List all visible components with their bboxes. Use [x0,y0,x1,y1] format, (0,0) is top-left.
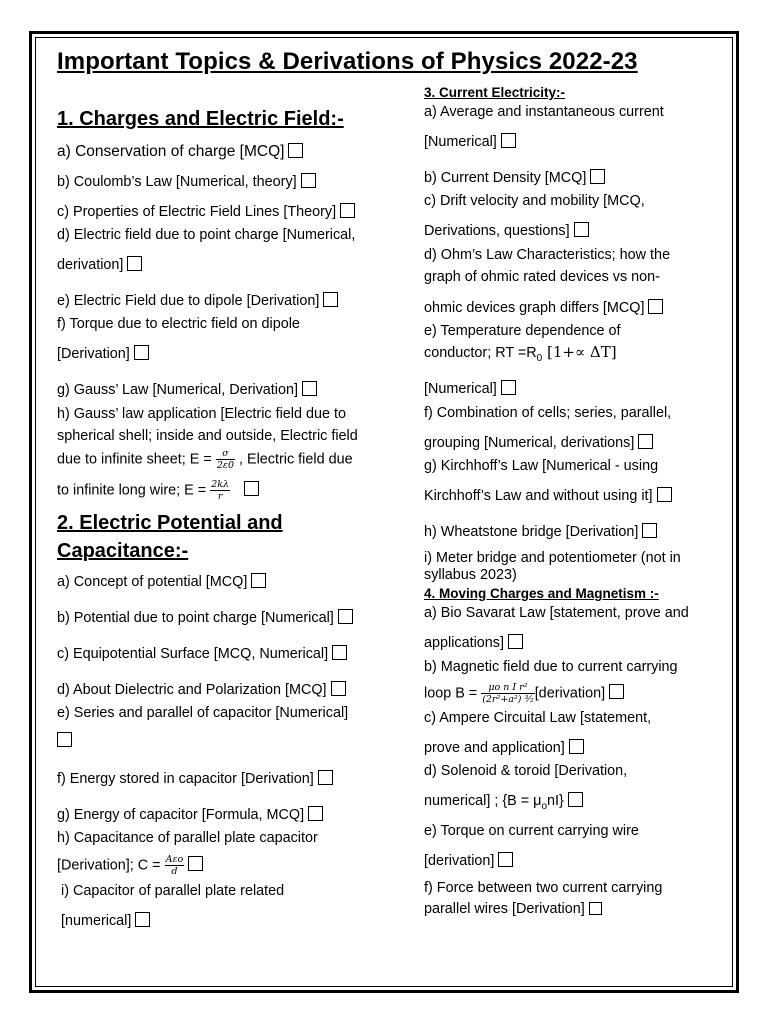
section-3-heading: 3. Current Electricity:- [424,85,566,100]
topic-3c [424,191,724,241]
checkbox[interactable] [135,912,150,927]
checkbox[interactable] [569,739,584,754]
topic-3d-line1: d) Ohm’s Law Characteristics; how the [424,247,671,263]
topic-3h [424,522,724,542]
topic-2a [57,572,397,592]
topic-2i-line1: i) Capacitor of parallel plate related [57,883,285,899]
topic-2i-line2: [numerical] [57,913,132,929]
section-4-heading: 4. Moving Charges and Magnetism :- [424,585,659,601]
fraction-denominator: 2ε0 [216,460,234,471]
topic-4b-line2b: [derivation] [534,685,606,702]
topic-1f-line2: [Derivation] [57,346,130,362]
capacitance-fraction [165,854,185,877]
checkbox[interactable] [301,173,316,188]
section-2-heading-line1: 2. Electric Potential and [57,512,283,534]
topic-3b [424,168,724,188]
topic-1b [57,172,397,192]
topic-2g [57,805,397,825]
checkbox[interactable] [318,770,333,785]
checkbox[interactable] [288,143,303,158]
checkbox[interactable] [498,852,513,867]
topic-1e [57,291,397,311]
topic-4e-line1: e) Torque on current carrying wire [424,822,639,839]
topic-3a-line1: a) Average and instantaneous current [424,104,664,120]
topic-1h [57,404,397,502]
topic-1d [57,225,397,275]
checkbox[interactable] [308,806,323,821]
fraction-denominator: (2r²+a²) ³⁄₂ [482,693,534,705]
topic-4d-line2: numerical] ; {B = μ [424,792,542,809]
topic-4a [424,603,724,653]
topic-4b [424,657,724,705]
topic-3g-line2: Kirchhoff’s Law and without using it] [424,487,653,504]
topic-3d-line2: graph of ohmic rated devices vs non- [424,269,660,285]
topic-3g [424,456,724,506]
topic-3f-line1: f) Combination of cells; series, parallel, [424,404,672,421]
section-2-heading [57,510,397,564]
checkbox[interactable] [657,487,672,502]
topic-4b-line1: b) Magnetic field due to current carrying [424,658,678,675]
topic-2b [57,608,397,628]
topic-2h-line2: [Derivation]; C = [57,857,161,874]
checkbox[interactable] [590,169,605,184]
fraction-denominator: d [171,866,178,877]
checkbox[interactable] [57,732,72,747]
topic-1a [57,142,397,162]
topic-4f [424,878,724,919]
topic-4c-line2: prove and application] [424,739,565,756]
topic-2h-line1: h) Capacitance of parallel plate capacitor [57,830,318,846]
topic-3i-line1: i) Meter bridge and potentiometer (not in [424,549,681,566]
checkbox[interactable] [609,684,624,699]
topic-1c [57,202,397,222]
topic-1b-text: b) Coulomb’s Law [Numerical, theory] [57,174,297,190]
checkbox[interactable] [501,133,516,148]
checkbox[interactable] [302,381,317,396]
checkbox[interactable] [589,902,602,915]
fraction-numerator: 2kλ [211,479,230,490]
topic-4f-line2: parallel wires [Derivation] [424,900,585,917]
topic-2e [57,703,397,751]
topic-1e-text: e) Electric Field due to dipole [Derivation] [57,293,320,309]
checkbox[interactable] [332,645,347,660]
checkbox[interactable] [323,292,338,307]
checkbox[interactable] [638,434,653,449]
subscript-o: o [541,800,548,812]
checkbox[interactable] [134,345,149,360]
topic-4a-line1: a) Bio Savarat Law [statement, prove and [424,604,689,621]
checkbox[interactable] [244,481,259,496]
checkbox[interactable] [574,222,589,237]
topic-2c [57,644,397,664]
topic-3e-line3: [Numerical] [424,380,497,397]
topic-3e-line1: e) Temperature dependence of [424,323,621,339]
topic-4e-line2: [derivation] [424,852,495,869]
topic-3c-line2: Derivations, questions] [424,223,570,239]
topic-2c-text: c) Equipotential Surface [MCQ, Numerical] [57,646,329,662]
fraction-numerator: μo n I r² [481,682,534,694]
topic-4d-line2-end: nI} [547,792,564,809]
checkbox[interactable] [642,523,657,538]
topic-3a [424,102,724,152]
topic-1f-line1: f) Torque due to electric field on dipole [57,316,300,332]
topic-4c [424,708,724,758]
topic-1c-text: c) Properties of Electric Field Lines [Theory] [57,204,337,220]
section-2-heading-line2: Capacitance:- [57,540,189,562]
topic-1h-line3b: , Electric field due [239,451,353,468]
topic-3d-line3: ohmic devices graph differs [MCQ] [424,300,645,316]
checkbox[interactable] [501,380,516,395]
fraction-numerator: σ [216,448,235,460]
topic-3a-line2: [Numerical] [424,134,497,150]
sigma-fraction [216,448,235,471]
checkbox[interactable] [508,634,523,649]
topic-3b-text: b) Current Density [MCQ] [424,170,587,186]
checkbox[interactable] [568,792,583,807]
topic-4a-line2: applications] [424,634,504,651]
topic-3e [424,321,724,399]
loop-field-fraction [481,682,534,705]
checkbox[interactable] [251,573,266,588]
checkbox[interactable] [188,856,203,871]
topic-4d [424,761,724,817]
topic-2a-text: a) Concept of potential [MCQ] [57,574,248,590]
topic-2d [57,680,397,700]
page-title: Important Topics & Derivations of Physics 2022-23 [57,48,638,75]
checkbox[interactable] [331,681,346,696]
topic-2e-text: e) Series and parallel of capacitor [Numerical] [57,705,349,721]
topic-3h-text: h) Wheatstone bridge [Derivation] [424,523,639,540]
topic-1d-line1: d) Electric field due to point charge [Numerical, [57,227,356,243]
topic-4c-line1: c) Ampere Circuital Law [statement, [424,709,652,726]
topic-3c-line1: c) Drift velocity and mobility [MCQ, [424,193,645,209]
topic-3g-line1: g) Kirchhoff’s Law [Numerical - using [424,457,659,474]
topic-2b-text: b) Potential due to point charge [Numerical] [57,610,334,626]
topic-2f-text: f) Energy stored in capacitor [Derivation] [57,771,314,787]
fraction-numerator: Aεo [165,854,184,865]
subscript-zero: 0 [536,352,543,364]
topic-2h [57,828,397,877]
topic-1a-text: a) Conservation of charge [MCQ] [57,143,285,160]
topic-4f-line1: f) Force between two current carrying [424,879,663,896]
checkbox[interactable] [127,256,142,271]
checkbox[interactable] [648,299,663,314]
topic-2g-text: g) Energy of capacitor [Formula, MCQ] [57,807,305,823]
topic-2d-text: d) About Dielectric and Polarization [MCQ] [57,682,327,698]
topic-1h-line2: spherical shell; inside and outside, Electric field [57,428,358,444]
topic-3i [424,548,724,585]
lambda-fraction [210,479,230,502]
topic-3f [424,403,724,453]
topic-4e [424,821,724,871]
topic-4b-line2a: loop B = [424,685,478,702]
right-column [424,84,724,919]
topic-3e-line2: conductor; RT =R [424,345,537,361]
topic-1h-line1: h) Gauss’ law application [Electric field due to [57,406,347,422]
topic-3i-line2: syllabus 2023) [424,566,517,583]
topic-4d-line1: d) Solenoid & toroid [Derivation, [424,762,628,779]
topic-1h-line3a: due to infinite sheet; E = [57,451,212,468]
topic-3f-line2: grouping [Numerical, derivations] [424,434,635,451]
topic-1g [57,380,397,400]
topic-1h-line4: to infinite long wire; E = [57,482,207,499]
checkbox[interactable] [338,609,353,624]
topic-1d-line2: derivation] [57,257,124,273]
checkbox[interactable] [340,203,355,218]
topic-1f [57,314,397,364]
resistance-formula: [1+∝ ΔT] [542,343,617,361]
topic-2f [57,769,397,789]
fraction-denominator: r [217,491,223,502]
left-column [57,106,397,931]
topic-2i [57,881,397,931]
topic-3d [424,245,724,318]
section-1-heading: 1. Charges and Electric Field:- [57,108,344,130]
topic-1g-text: g) Gauss’ Law [Numerical, Derivation] [57,382,298,398]
